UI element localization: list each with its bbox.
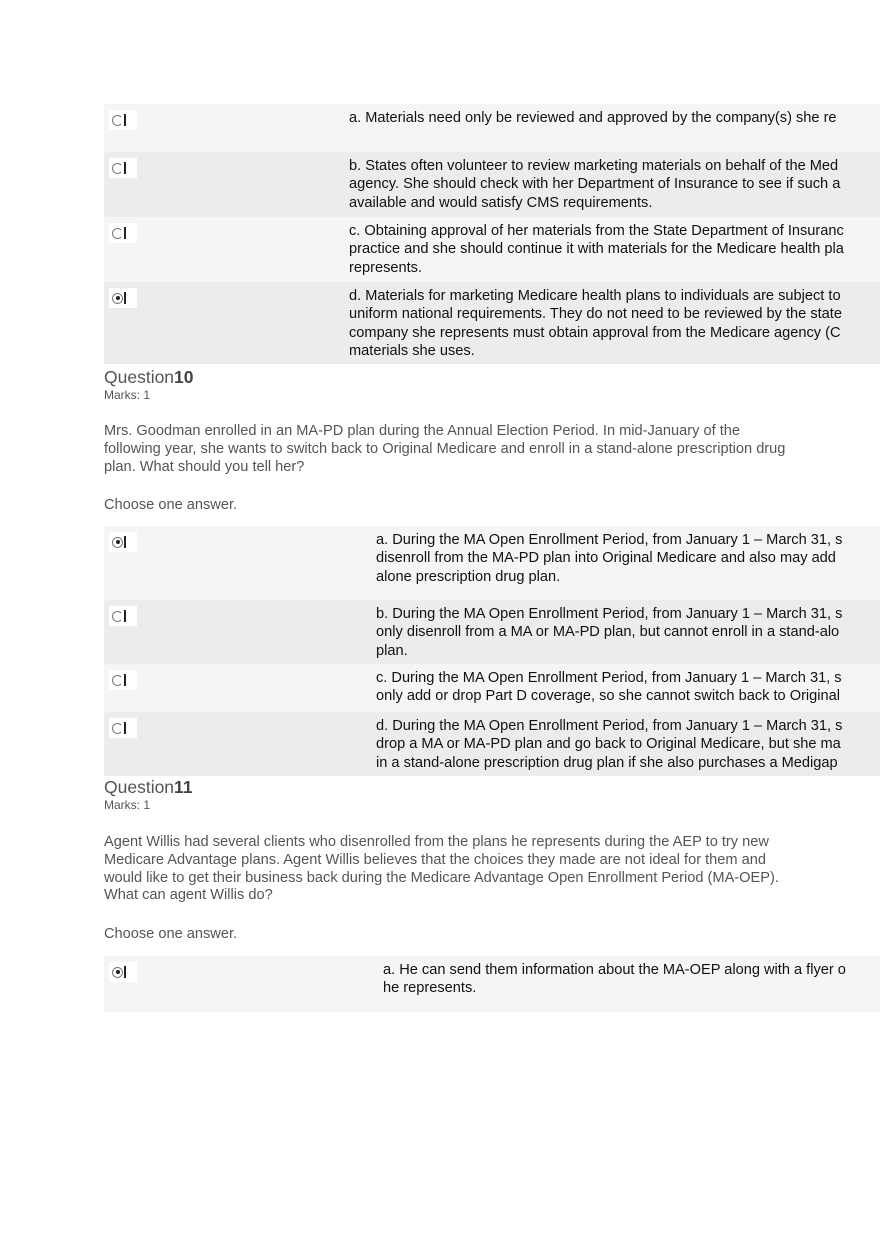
q10-option-a[interactable] [104,526,880,600]
question-label: Question [104,777,175,797]
option-label: a. Materials need only be reviewed and approved by the company(s) she re [349,110,837,126]
q9-option-a[interactable] [104,104,880,152]
radio-button[interactable] [109,606,137,626]
question-number: 11 [174,777,193,797]
radio-button[interactable] [109,158,137,178]
option-label: a. He can send them information about the MA-OEP along with a flyer o he represents. [383,962,846,997]
question-heading [104,777,193,798]
q9-option-c[interactable] [104,217,880,282]
question-text: Agent Willis had several clients who disenrolled from the plans he represents during the AEP to try new Medicare Advantage plans. Agent Willis believes that the choices they made are not ideal for them and would like to get their business back during the Medicare Advantage Open Enrollment Period (MA-OEP). What can agent Willis do? [104,834,779,904]
option-label: b. States often volunteer to review marketing materials on behalf of the Med agency. She should check with her Department of Insurance to see if such a available and would satisfy CMS requirements. [349,158,841,211]
choose-instruction: Choose one answer. [104,497,238,513]
option-label: c. Obtaining approval of her materials from the State Department of Insuranc practice and she should continue it with materials for the Medicare health pla represents. [349,223,844,276]
option-label: d. Materials for marketing Medicare health plans to individuals are subject to uniform national requirements. They do not need to be reviewed by the state company she represents must obtain approval from the Medicare agency (C materials she uses. [349,288,842,360]
option-label: c. During the MA Open Enrollment Period, from January 1 – March 31, s only add or drop Part D coverage, so she cannot switch back to Original [376,670,842,705]
option-label: b. During the MA Open Enrollment Period, from January 1 – March 31, s only disenroll from a MA or MA-PD plan, but cannot enroll in a stand-alo plan. [376,606,843,659]
radio-button[interactable] [109,110,137,130]
choose-instruction: Choose one answer. [104,926,238,942]
radio-button[interactable] [109,718,137,738]
q10-options [104,526,880,776]
radio-button[interactable] [109,670,137,690]
q10-option-c[interactable] [104,664,880,712]
radio-button[interactable] [109,223,137,243]
q11-options [104,956,880,1012]
q10-option-b[interactable] [104,600,880,664]
radio-button-selected[interactable] [109,532,137,552]
radio-button-selected[interactable] [109,288,137,308]
question-label: Question [104,367,175,387]
q10-option-d[interactable] [104,712,880,776]
q9-option-d[interactable] [104,282,880,364]
question-number: 10 [174,367,194,387]
radio-button-selected[interactable] [109,962,137,982]
q11-option-a[interactable] [104,956,880,1012]
option-label: a. During the MA Open Enrollment Period, from January 1 – March 31, s disenroll from the MA-PD plan into Original Medicare and also may add alone prescription drug plan. [376,532,843,585]
q9-option-b[interactable] [104,152,880,217]
question-heading [104,367,194,388]
question-text: Mrs. Goodman enrolled in an MA-PD plan during the Annual Election Period. In mid-January of the following year, she wants to switch back to Original Medicare and enroll in a stand-alone prescription drug plan. What should you tell her? [104,423,786,475]
option-label: d. During the MA Open Enrollment Period, from January 1 – March 31, s drop a MA or MA-PD plan and go back to Original Medicare, but she ma in a stand-alone prescription drug plan if she also purchases a Medigap [376,718,843,771]
q9-options [104,104,880,364]
marks-label: Marks: 1 [104,388,151,402]
marks-label: Marks: 1 [104,798,151,812]
